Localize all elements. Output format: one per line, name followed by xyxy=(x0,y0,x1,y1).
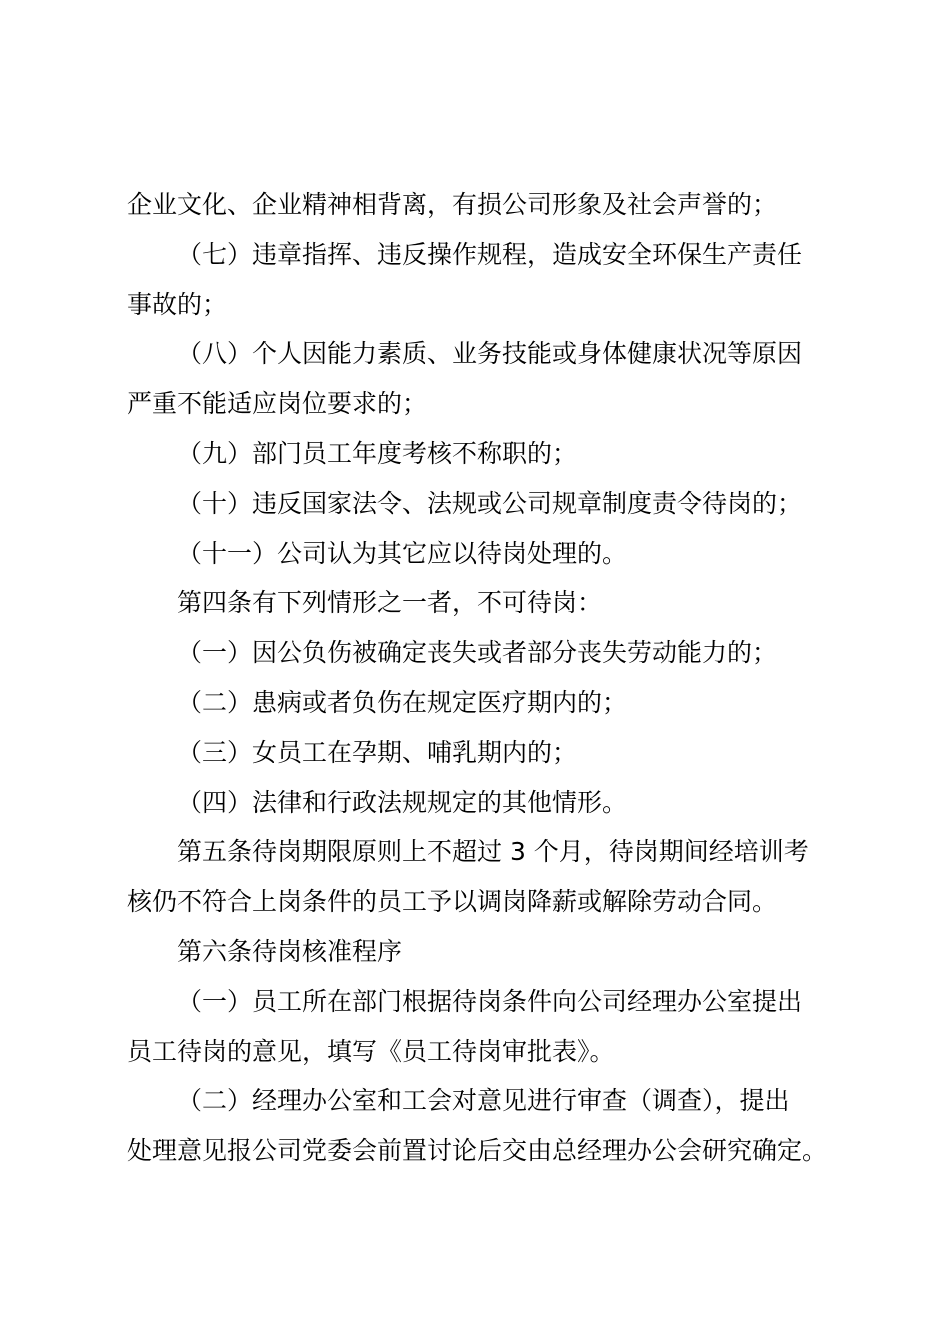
text-line: （二）经理办公室和工会对意见进行审查（调查），提出 xyxy=(177,1086,790,1116)
text-line: （一）因公负伤被确定丧失或者部分丧失劳动能力的； xyxy=(177,638,778,668)
text-line: （十）违反国家法令、法规或公司规章制度责令待岗的； xyxy=(177,488,803,518)
text-line: （九）部门员工年度考核不称职的； xyxy=(177,438,578,468)
text-line: 严重不能适应岗位要求的； xyxy=(127,389,428,419)
text-line: （七）违章指挥、违反操作规程，造成安全环保生产责任 xyxy=(177,239,803,269)
text-line: （十一）公司认为其它应以待岗处理的。 xyxy=(177,538,628,568)
text-line: （四）法律和行政法规规定的其他情形。 xyxy=(177,787,628,817)
text-line: 事故的； xyxy=(127,289,228,319)
text-line: 员工待岗的意见，填写《员工待岗审批表》。 xyxy=(127,1036,615,1066)
text-line: 处理意见报公司党委会前置讨论后交由总经理办公会研究确定。 xyxy=(127,1136,828,1166)
document-body xyxy=(127,180,832,1176)
text-line: （八）个人因能力素质、业务技能或身体健康状况等原因 xyxy=(177,339,803,369)
text-line: 核仍不符合上岗条件的员工予以调岗降薪或解除劳动合同。 xyxy=(127,887,778,917)
text-line: （一）员工所在部门根据待岗条件向公司经理办公室提出 xyxy=(177,986,803,1016)
text-line: （二）患病或者负伤在规定医疗期内的； xyxy=(177,687,628,717)
article-heading: 第六条待岗核准程序 xyxy=(177,936,403,966)
article-heading: 第五条待岗期限原则上不超过 3 个月，待岗期间经培训考 xyxy=(177,837,809,867)
text-line: （三）女员工在孕期、哺乳期内的； xyxy=(177,737,578,767)
text-line: 企业文化、企业精神相背离，有损公司形象及社会声誉的； xyxy=(127,190,778,219)
article-heading: 第四条有下列情形之一者，不可待岗： xyxy=(177,588,603,618)
